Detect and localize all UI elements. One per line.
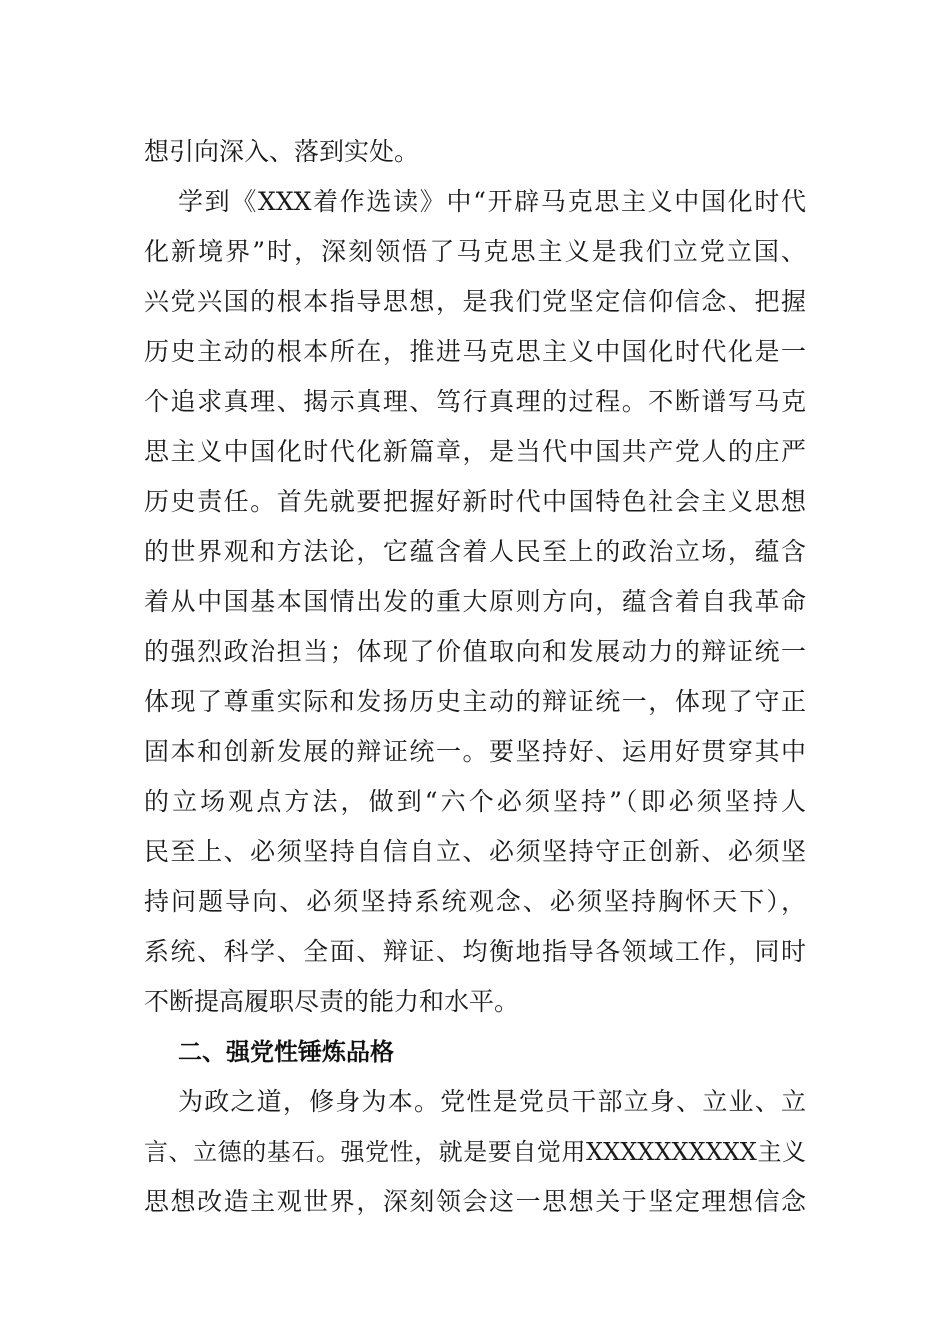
text-line: 兴党兴国的根本指导思想，是我们党坚定信仰信念、把握 xyxy=(144,287,806,316)
text-line: 的强烈政治担当；体现了价值取向和发展动力的辩证统一 xyxy=(144,637,806,666)
text-line: 历史主动的根本所在，推进马克思主义中国化时代化是一 xyxy=(144,337,806,366)
text-line: 体现了尊重实际和发扬历史主动的辩证统一，体现了守正 xyxy=(144,687,806,716)
text-line: 系统、科学、全面、辩证、均衡地指导各领域工作，同时 xyxy=(144,937,806,966)
text-line: 固本和创新发展的辩证统一。要坚持好、运用好贯穿其中 xyxy=(144,737,806,766)
text-line: 历史责任。首先就要把握好新时代中国特色社会主义思想 xyxy=(144,487,806,516)
text-line: 着从中国基本国情出发的重大原则方向，蕴含着自我革命 xyxy=(144,587,806,616)
text-line: 化新境界”时，深刻领悟了马克思主义是我们立党立国、 xyxy=(144,237,806,266)
section-heading: 二、强党性锤炼品格 xyxy=(178,1038,394,1066)
text-line: 持问题导向、必须坚持系统观念、必须坚持胸怀天下）， xyxy=(144,887,806,916)
text-line: 民至上、必须坚持自信自立、必须坚持守正创新、必须坚 xyxy=(144,837,806,866)
text-line: 不断提高履职尽责的能力和水平。 xyxy=(144,987,520,1016)
text-line: 学到《XXX着作选读》中“开辟马克思主义中国化时代 xyxy=(178,187,806,216)
text-line: 言、立德的基石。强党性，就是要自觉用XXXXXXXXXX主义 xyxy=(144,1138,806,1166)
text-line: 思想改造主观世界，深刻领会这一思想关于坚定理想信念 xyxy=(144,1187,806,1216)
text-line: 为政之道，修身为本。党性是党员干部立身、立业、立 xyxy=(178,1087,806,1116)
text-line: 的立场观点方法，做到“六个必须坚持”（即必须坚持人 xyxy=(144,787,806,816)
text-line: 个追求真理、揭示真理、笃行真理的过程。不断谱写马克 xyxy=(144,387,806,416)
text-line: 的世界观和方法论，它蕴含着人民至上的政治立场，蕴含 xyxy=(144,537,806,566)
text-line: 想引向深入、落到实处。 xyxy=(144,137,420,166)
text-line: 思主义中国化时代化新篇章，是当代中国共产党人的庄严 xyxy=(144,437,806,466)
